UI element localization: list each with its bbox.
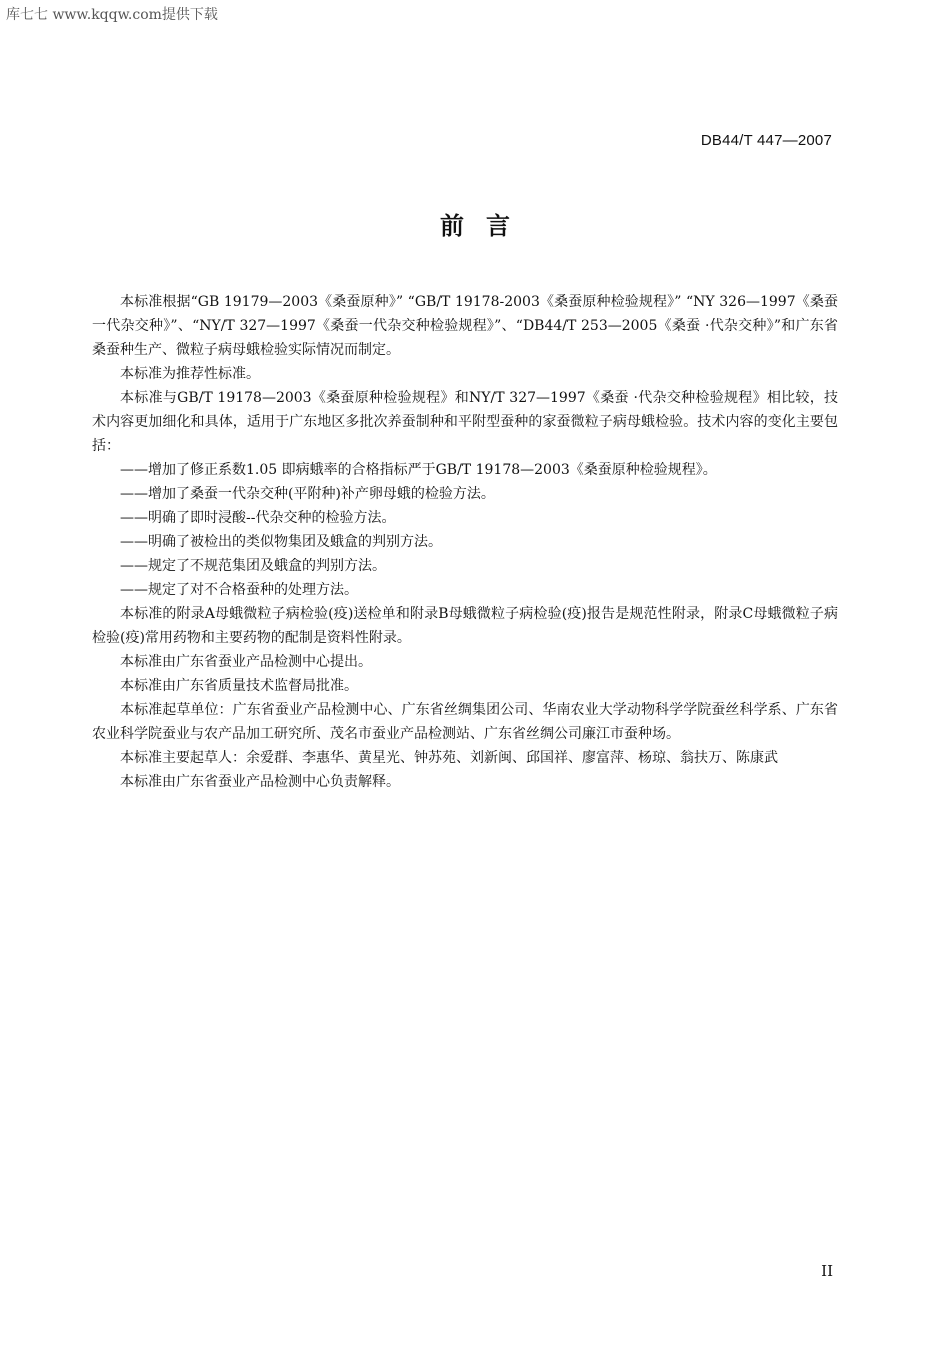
- page-number: II: [821, 1262, 833, 1280]
- change-item: ——规定了不规范集团及蛾盒的判别方法。: [120, 558, 386, 574]
- paragraph-drafters: 本标准主要起草人：余爱群、李惠华、黄星光、钟苏苑、刘新闽、邱国祥、廖富萍、杨琼、翁扶万、陈康武: [120, 750, 778, 766]
- watermark-text: 库七七 www.kqqw.com提供下载: [6, 7, 218, 23]
- change-item: ——增加了桑蚕一代杂交种(平附种)补产卵母蛾的检验方法。: [120, 486, 495, 502]
- paragraph-appendix: 本标准的附录A母蛾微粒子病检验(疫)送检单和附录B母蛾微粒子病检验(疫)报告是规范性附录，附录C母蛾微粒子病检验(疫)常用药物和主要药物的配制是资料性附录。: [92, 606, 838, 646]
- page-title: 前言: [440, 212, 532, 240]
- paragraph-drafting-units: 本标准起草单位：广东省蚕业产品检测中心、广东省丝绸集团公司、华南农业大学动物科学学院蚕丝科学系、广东省农业科学院蚕业与农产品加工研究所、茂名市蚕业产品检测站、广东省丝绸公司廉江市蚕种场。: [92, 702, 838, 742]
- paragraph-basis: 本标准根据“GB 19179—2003《桑蚕原种》” “GB/T 19178-2003《桑蚕原种检验规程》” “NY 326—1997《桑蚕一代杂交种》”、“NY/T 327—1997《桑蚕一代杂交种检验规程》”、“DB44/T 253—2005《桑蚕 ·代杂交种》”和广东省桑蚕种生产、微粒子病母蛾检验实际情况而制定。: [92, 294, 838, 358]
- foreword-body: [92, 290, 838, 794]
- change-item: ——明确了被检出的类似物集团及蛾盒的判别方法。: [120, 534, 442, 550]
- paragraph-proposer: 本标准由广东省蚕业产品检测中心提出。: [120, 654, 372, 670]
- paragraph-recommended: 本标准为推荐性标准。: [120, 366, 260, 382]
- change-item: ——规定了对不合格蚕种的处理方法。: [120, 582, 358, 598]
- change-item: ——增加了修正系数1.05 即病蛾率的合格指标严于GB/T 19178—2003《桑蚕原种检验规程》。: [120, 462, 717, 478]
- change-item: ——明确了即时浸酸--代杂交种的检验方法。: [120, 510, 396, 526]
- paragraph-approver: 本标准由广东省质量技术监督局批准。: [120, 678, 358, 694]
- standard-code: DB44/T 447—2007: [700, 132, 832, 149]
- paragraph-comparison: 本标准与GB/T 19178—2003《桑蚕原种检验规程》和NY/T 327—1997《桑蚕 ·代杂交种检验规程》相比较，技术内容更加细化和具体，适用于广东地区多批次养蚕制种和平附型蚕种的家蚕微粒子病母蛾检验。技术内容的变化主要包括：: [92, 390, 838, 454]
- paragraph-interpretation: 本标准由广东省蚕业产品检测中心负责解释。: [120, 774, 400, 790]
